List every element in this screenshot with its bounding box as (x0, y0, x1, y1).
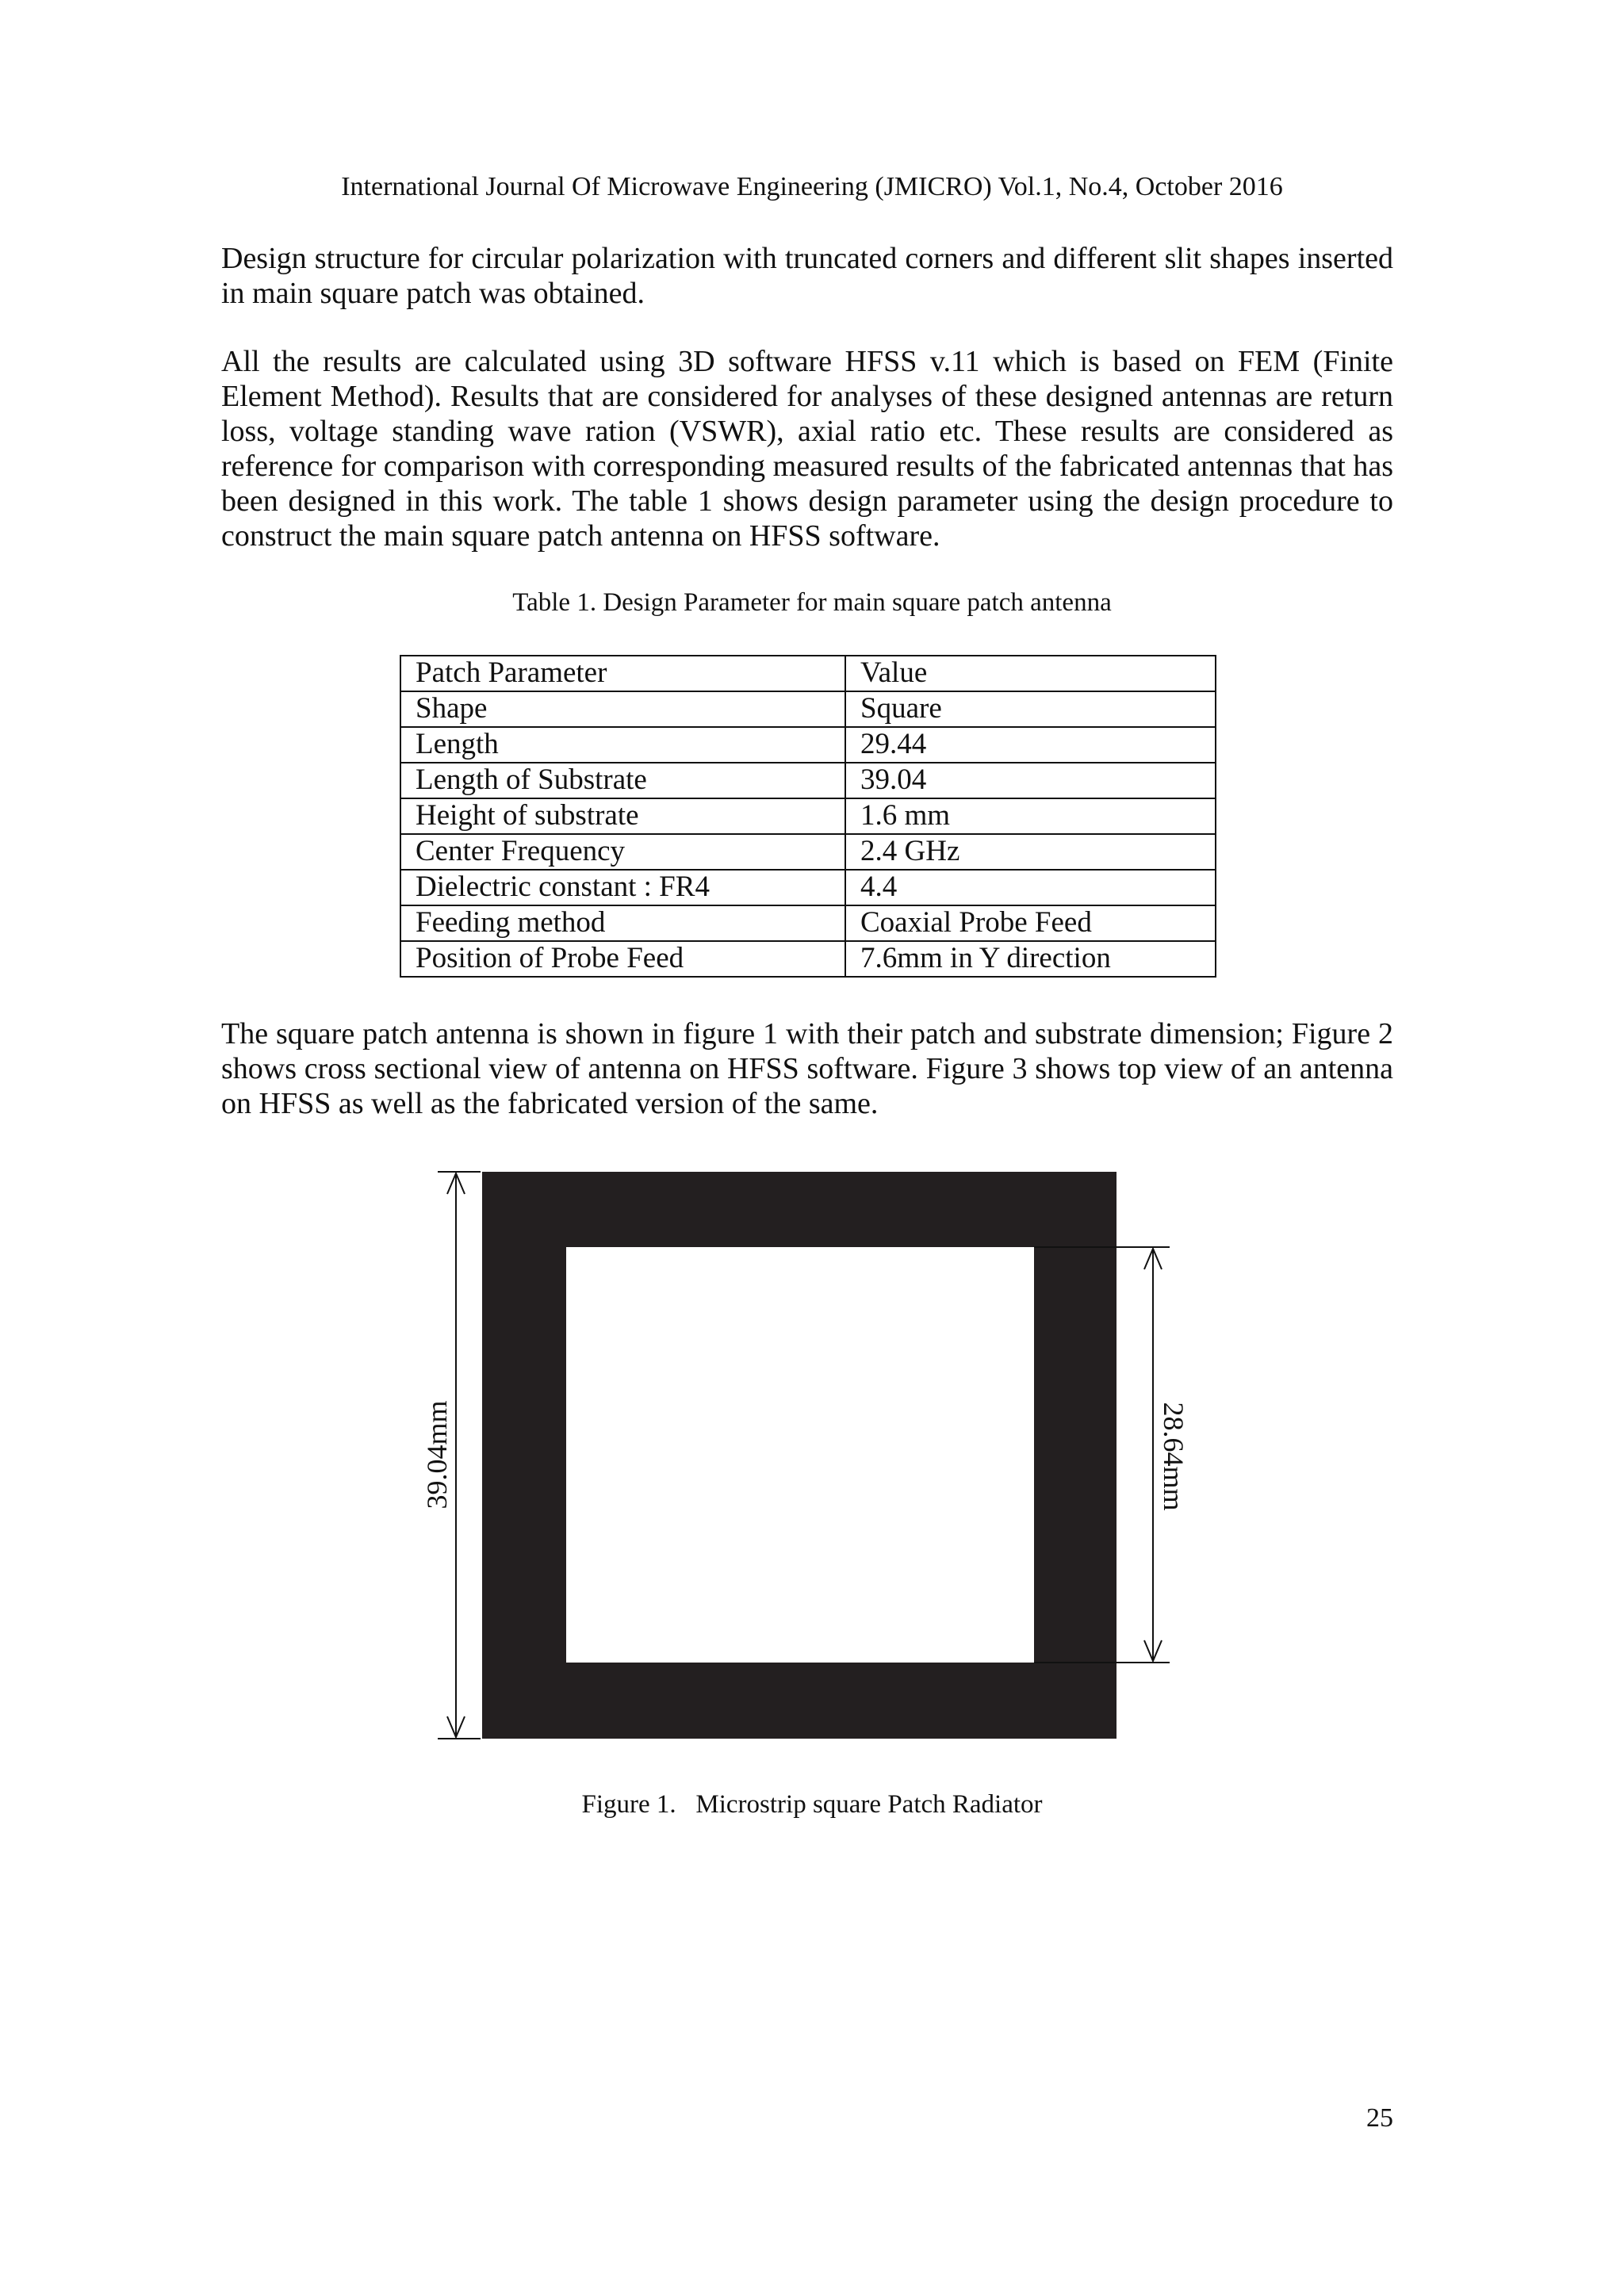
right-dimension-label: 28.64mm (1158, 1402, 1189, 1511)
table-cell: 2.4 GHz (845, 834, 1216, 870)
journal-header: International Journal Of Microwave Engineering (JMICRO) Vol.1, No.4, October 2016 (341, 172, 1283, 201)
table-header-cell: Patch Parameter (400, 656, 845, 691)
table-caption: Table 1. Design Parameter for main square patch antenna (512, 588, 1112, 617)
paragraph-intro: Design structure for circular polarization with truncated corners and different slit shapes inserted in main square patch was obtained. (221, 242, 1393, 310)
table-cell: Position of Probe Feed (400, 941, 845, 977)
table-row (400, 834, 1216, 870)
table-cell: 29.44 (845, 727, 1216, 763)
table-row (400, 905, 1216, 941)
paragraph-figures: The square patch antenna is shown in figure 1 with their patch and substrate dimension; Figure 2 shows cross sectional view of antenna on HFSS software. Figure 3 shows top view of an antenna on HFSS as well as the fabricated version of the same. (221, 1017, 1393, 1120)
table-row (400, 941, 1216, 977)
table-row (400, 870, 1216, 905)
page-number: 25 (1366, 2103, 1393, 2133)
table-row (400, 656, 1216, 691)
table-row (400, 798, 1216, 834)
table-row (400, 727, 1216, 763)
table-cell: 7.6mm in Y direction (845, 941, 1216, 977)
figure-caption: Figure 1. Microstrip square Patch Radiator (581, 1790, 1043, 1819)
table-row (400, 763, 1216, 798)
patch-rect (566, 1247, 1034, 1663)
table-row (400, 691, 1216, 727)
table-cell: Square (845, 691, 1216, 727)
table-cell: Shape (400, 691, 845, 727)
left-dimension-label: 39.04mm (421, 1400, 453, 1510)
table-header-cell: Value (845, 656, 1216, 691)
paragraph-results: All the results are calculated using 3D software HFSS v.11 which is based on FEM (Finite Element Method). Results that are considered for analyses of these designed antennas are return loss, voltage standing wave ration (VSWR), axial ratio etc. These results are considered as reference for comparison with corresponding measured results of the fabricated antennas that has been designed in this work. The table 1 shows design parameter using the design procedure to construct the main square patch antenna on HFSS software. (221, 345, 1393, 553)
table-cell: 4.4 (845, 870, 1216, 905)
table-cell: Length (400, 727, 845, 763)
table-cell: Coaxial Probe Feed (845, 905, 1216, 941)
table-cell: Length of Substrate (400, 763, 845, 798)
table-cell: Center Frequency (400, 834, 845, 870)
patch-radiator-figure (0, 1158, 1624, 1760)
table-cell: Height of substrate (400, 798, 845, 834)
table-cell: 1.6 mm (845, 798, 1216, 834)
design-parameter-table (400, 655, 1216, 978)
table-cell: Dielectric constant : FR4 (400, 870, 845, 905)
table-cell: 39.04 (845, 763, 1216, 798)
table-cell: Feeding method (400, 905, 845, 941)
